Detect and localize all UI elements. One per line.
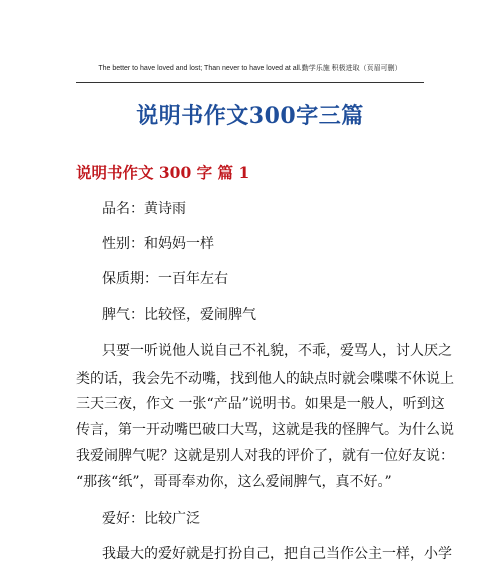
paragraph-line: 只要一听说他人说自己不礼貌，不乖，爱骂人，讨人厌之 [102, 343, 452, 359]
running-header: The better to have loved and lost; Than never to have loved at all.勤学乐施 积极进取（页眉可删） [98, 65, 402, 72]
field-hobby: 爱好：比较广泛 [102, 511, 200, 527]
paragraph-line: 传言，第一开动嘴巴破口大骂，这就是我的怪脾气。为什么说 [76, 422, 454, 438]
field-temper: 脾气：比较怪，爱闹脾气 [102, 307, 256, 323]
document-title: 说明书作文300字三篇 [136, 103, 364, 129]
header-divider [76, 82, 424, 83]
field-gender: 性别：和妈妈一样 [102, 236, 214, 252]
field-shelf-life: 保质期：一百年左右 [102, 271, 228, 287]
paragraph-line: “那孩“纸”，哥哥奉劝你，这么爱闹脾气，真不好。” [76, 474, 392, 490]
paragraph-line: 三天三夜，作文 一张“产品”说明书。如果是一般人，听到这 [76, 396, 445, 412]
paragraph-line: 我爱闹脾气呢？这就是别人对我的评价了，就有一位好友说： [76, 448, 454, 464]
section-heading: 说明书作文 300 字 篇 1 [76, 163, 250, 182]
paragraph-line: 我最大的爱好就是打扮自己，把自己当作公主一样，小学 [102, 546, 452, 562]
field-name: 品名：黄诗雨 [102, 201, 186, 217]
paragraph-line: 类的话，我会先不动嘴，找到他人的缺点时就会喋喋不休说上 [76, 371, 454, 387]
